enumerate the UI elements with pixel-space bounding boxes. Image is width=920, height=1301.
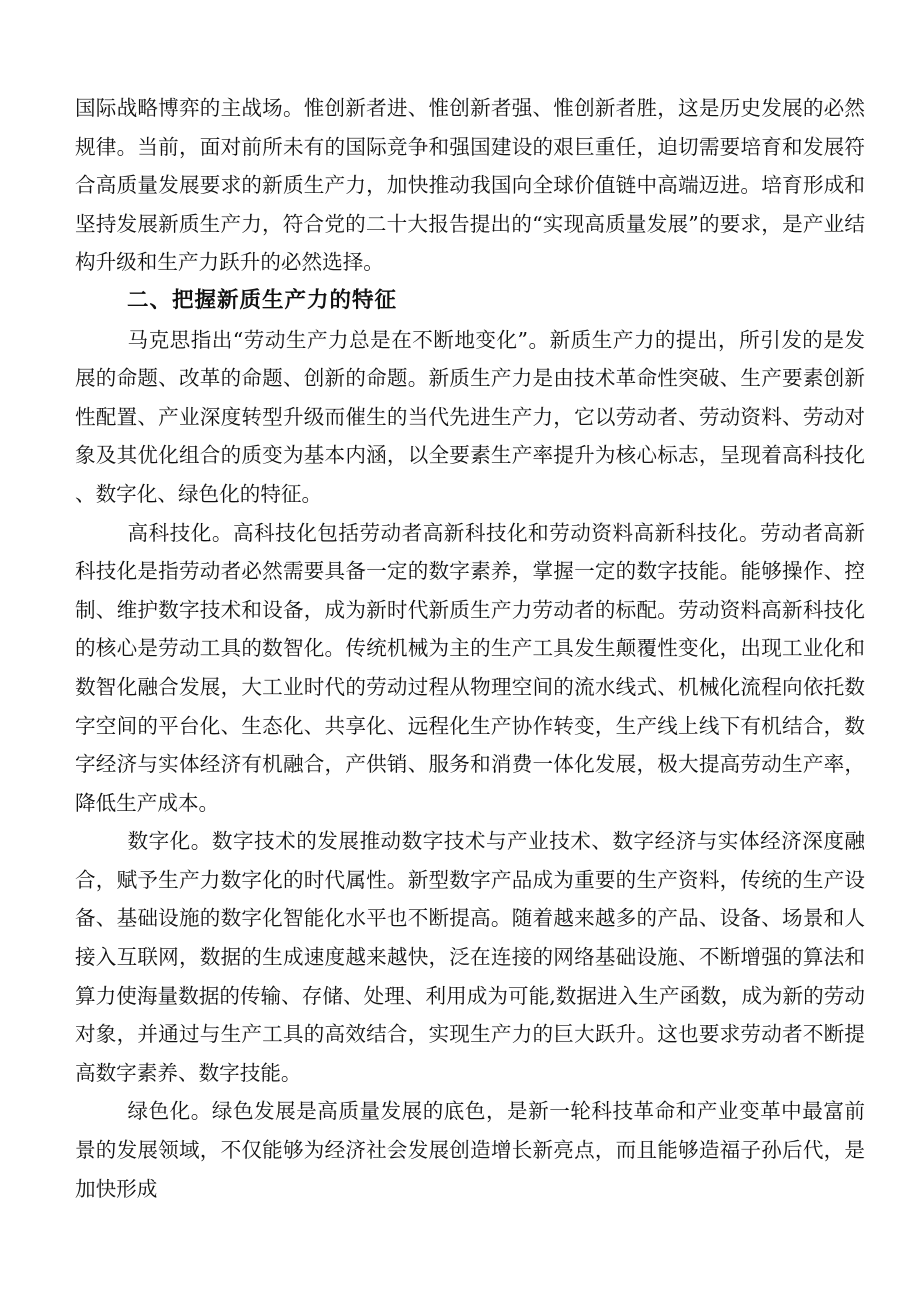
paragraph-high-tech: 高科技化。高科技化包括劳动者高新科技化和劳动资料高新科技化。劳动者高新科技化是指劳动者必然需要具备一定的数字素养，掌握一定的数字技能。能够操作、控制、维护数字技术和设备，成为新时代新质生产力劳动者的标配。劳动资料高新科技化的核心是劳动工具的数智化。传统机械为主的生产工具发生颠覆性变化，出现工业化和数智化融合发展，大工业时代的劳动过程从物理空间的流水线式、机械化流程向依托数字空间的平台化、生态化、共享化、远程化生产协作转变，生产线上线下有机结合，数字经济与实体经济有机融合，产供销、服务和消费一体化发展，极大提高劳动生产率，降低生产成本。 bbox=[75, 520, 865, 815]
paragraph-greening: 绿色化。绿色发展是高质量发展的底色，是新一轮科技革命和产业变革中最富前景的发展领域，不仅能够为经济社会发展创造增长新亮点，而且能够造福子孙后代，是加快形成 bbox=[75, 1099, 865, 1201]
section-heading: 二、把握新质生产力的特征 bbox=[127, 287, 398, 313]
paragraph-digitalization: 数字化。数字技术的发展推动数字技术与产业技术、数字经济与实体经济深度融合，赋予生产力数字化的时代属性。新型数字产品成为重要的生产资料，传统的生产设备、基础设施的数字化智能化水平也不断提高。随着越来越多的产品、设备、场景和人接入互联网，数据的生成速度越来越快，泛在连接的网络基础设施、不断增强的算法和算力使海量数据的传输、存储、处理、利用成为可能,数据进入生产函数，成为新的劳动对象，并通过与生产工具的高效结合，实现生产力的巨大跃升。这也要求劳动者不断提高数字素养、数字技能。 bbox=[75, 829, 865, 1085]
paragraph-features-overview: 马克思指出“劳动生产力总是在不断地变化”。新质生产力的提出，所引发的是发展的命题、改革的命题、创新的命题。新质生产力是由技术革命性突破、生产要素创新性配置、产业深度转型升级而催生的当代先进生产力，它以劳动者、劳动资料、劳动对象及其优化组合的质变为基本内涵，以全要素生产率提升为核心标志，呈现着高科技化、数字化、绿色化的特征。 bbox=[75, 327, 865, 506]
paragraph-intro-continuation: 国际战略博弈的主战场。惟创新者进、惟创新者强、惟创新者胜，这是历史发展的必然规律。当前，面对前所未有的国际竞争和强国建设的艰巨重任，迫切需要培育和发展符合高质量发展要求的新质生产力，加快推动我国向全球价值链中高端迈进。培育形成和坚持发展新质生产力，符合党的二十大报告提出的“实现高质量发展”的要求，是产业结构升级和生产力跃升的必然选择。 bbox=[75, 96, 865, 275]
document-page bbox=[75, 89, 865, 1208]
